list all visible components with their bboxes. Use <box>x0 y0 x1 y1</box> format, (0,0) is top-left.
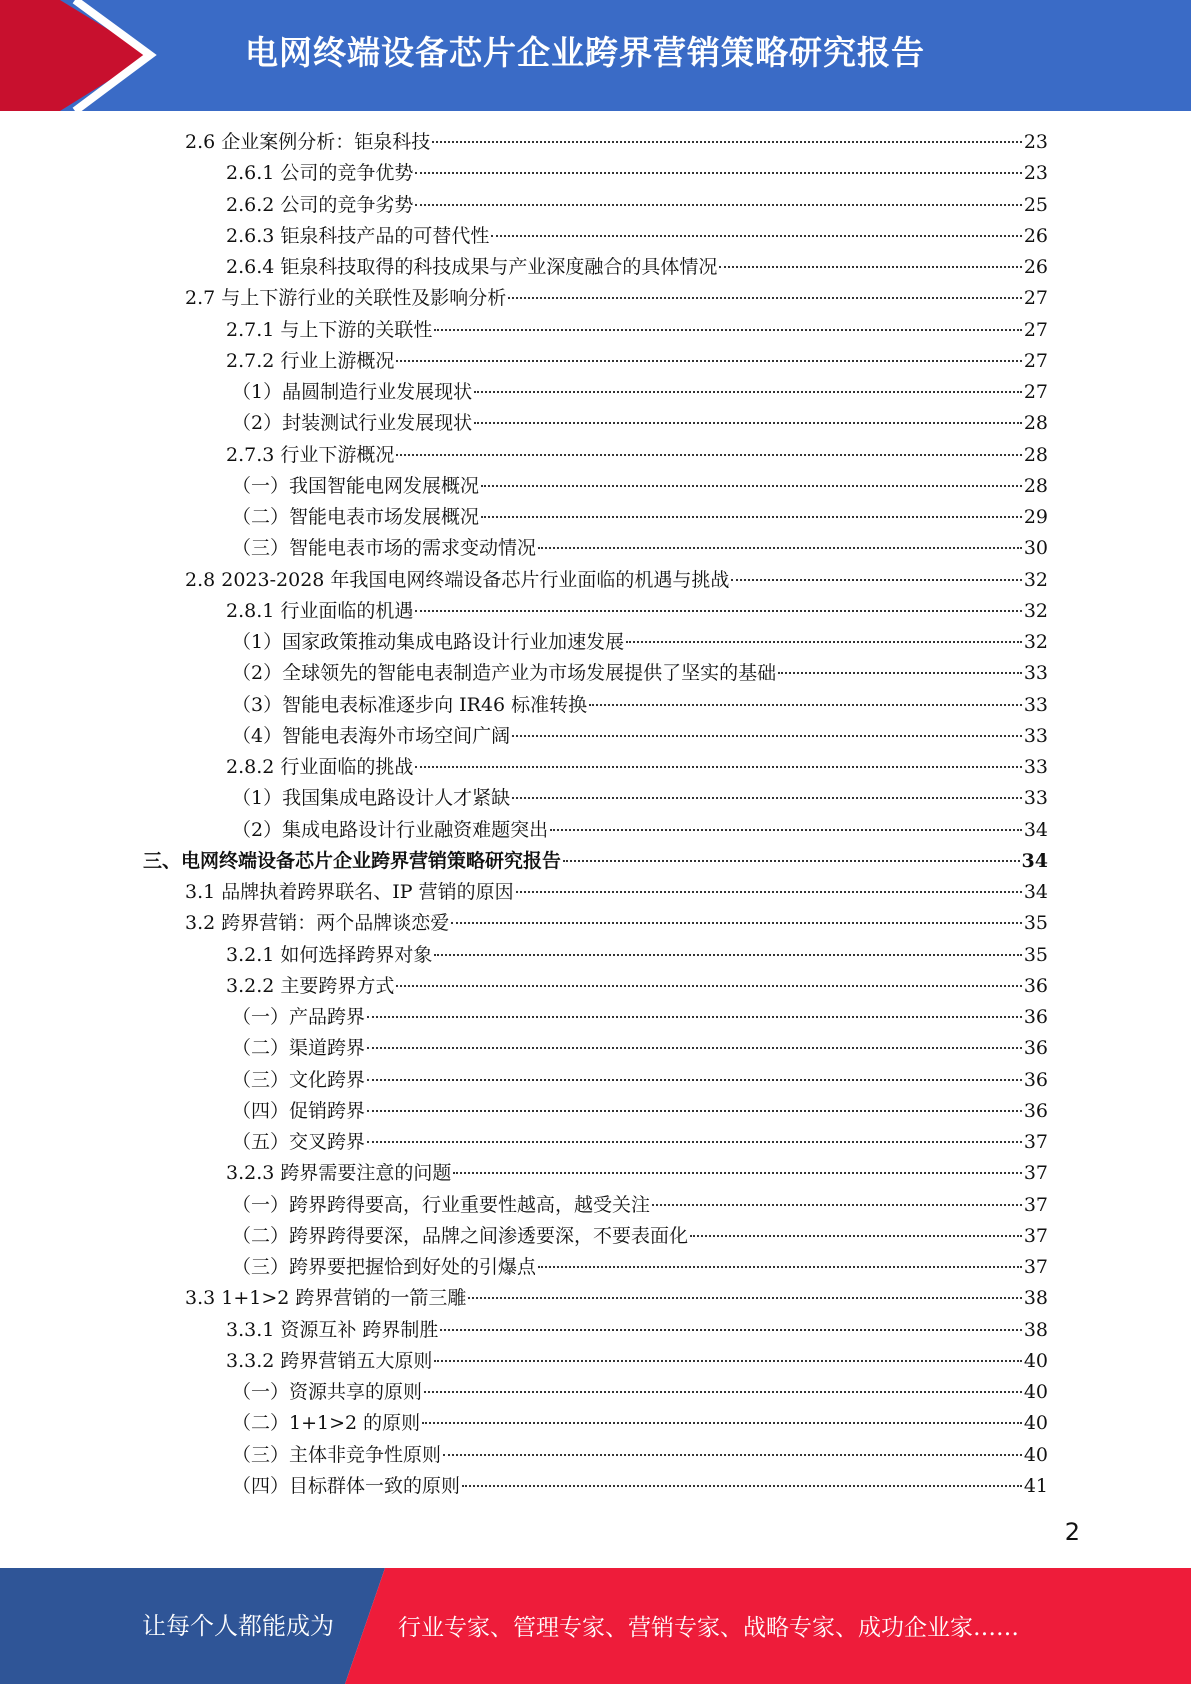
toc-entry-label: （三）文化跨界 <box>232 1069 366 1091</box>
toc-entry-label: 2.6.1 公司的竞争优势 <box>226 162 414 184</box>
toc-entry-label: 3.2.3 跨界需要注意的问题 <box>226 1162 452 1184</box>
toc-dot-leader <box>443 1454 1022 1456</box>
toc-entry[interactable] <box>232 408 1048 439</box>
toc-entry[interactable] <box>226 1315 1048 1346</box>
toc-entry-page: 37 <box>1023 1225 1048 1247</box>
toc-entry[interactable] <box>226 346 1048 377</box>
toc-entry[interactable] <box>226 971 1048 1002</box>
toc-dot-leader <box>719 266 1021 268</box>
toc-dot-leader <box>367 1079 1022 1081</box>
toc-entry[interactable] <box>226 158 1048 189</box>
toc-entry-label: （三）跨界要把握恰到好处的引爆点 <box>232 1256 537 1278</box>
toc-entry[interactable] <box>226 252 1048 283</box>
toc-entry[interactable] <box>232 1065 1048 1096</box>
toc-entry[interactable] <box>232 783 1048 814</box>
header-title: 电网终端设备芯片企业跨界营销策略研究报告 <box>245 33 925 72</box>
toc-dot-leader <box>690 1235 1022 1237</box>
toc-entry-page: 36 <box>1023 1037 1048 1059</box>
page-number: 2 <box>1064 1518 1080 1546</box>
toc-entry-page: 36 <box>1023 1069 1048 1091</box>
toc-entry-label: 2.7.2 行业上游概况 <box>226 350 395 372</box>
toc-dot-leader <box>731 579 1021 581</box>
toc-entry[interactable] <box>232 1252 1048 1283</box>
toc-dot-leader <box>367 1110 1022 1112</box>
toc-entry-label: （1）我国集成电路设计人才紧缺 <box>232 787 511 809</box>
toc-dot-leader <box>367 1016 1022 1018</box>
toc-entry-label: （2）全球领先的智能电表制造产业为市场发展提供了坚实的基础 <box>232 662 777 684</box>
toc-entry-page: 34 <box>1021 850 1048 872</box>
toc-entry-page: 33 <box>1023 662 1048 684</box>
toc-entry-page: 33 <box>1023 694 1048 716</box>
toc-dot-leader <box>432 141 1022 143</box>
toc-dot-leader <box>434 329 1021 331</box>
toc-dot-leader <box>516 891 1022 893</box>
toc-entry[interactable] <box>185 1283 1048 1314</box>
toc-dot-leader <box>415 172 1021 174</box>
toc-entry-label: （四）目标群体一致的原则 <box>232 1475 461 1497</box>
toc-entry-label: （一）跨界跨得要高，行业重要性越高，越受关注 <box>232 1194 651 1216</box>
page-header <box>0 0 1191 111</box>
toc-entry-page: 36 <box>1023 975 1048 997</box>
toc-entry-page: 34 <box>1023 819 1048 841</box>
toc-entry-page: 36 <box>1023 1100 1048 1122</box>
toc-entry-label: 2.6.2 公司的竞争劣势 <box>226 194 414 216</box>
toc-entry[interactable] <box>232 1440 1048 1471</box>
toc-entry-label: 2.6 企业案例分析：钜泉科技 <box>185 131 431 153</box>
toc-dot-leader <box>626 641 1022 643</box>
toc-entry-page: 28 <box>1023 444 1048 466</box>
toc-entry-page: 41 <box>1023 1475 1048 1497</box>
toc-entry-page: 27 <box>1023 319 1048 341</box>
toc-entry[interactable] <box>232 1002 1048 1033</box>
toc-entry-label: （一）我国智能电网发展概况 <box>232 475 480 497</box>
toc-entry[interactable] <box>232 658 1048 689</box>
toc-entry-page: 25 <box>1023 194 1048 216</box>
toc-entry-page: 35 <box>1023 944 1048 966</box>
toc-entry-label: 2.7.3 行业下游概况 <box>226 444 395 466</box>
toc-entry-label: 3.3 1+1>2 跨界营销的一箭三雕 <box>185 1287 467 1309</box>
toc-dot-leader <box>367 1141 1022 1143</box>
toc-entry-label: 2.8 2023-2028 年我国电网终端设备芯片行业面临的机遇与挑战 <box>185 569 730 591</box>
toc-entry-label: （二）1+1>2 的原则 <box>232 1412 421 1434</box>
toc-entry[interactable] <box>226 440 1048 471</box>
toc-entry[interactable] <box>185 283 1048 314</box>
toc-entry-page: 27 <box>1023 287 1048 309</box>
toc-entry-label: （1）晶圆制造行业发展现状 <box>232 381 473 403</box>
toc-entry[interactable] <box>226 596 1048 627</box>
toc-entry-label: （二）渠道跨界 <box>232 1037 366 1059</box>
toc-entry-label: 2.6.3 钜泉科技产品的可替代性 <box>226 225 490 247</box>
toc-entry-page: 40 <box>1023 1444 1048 1466</box>
toc-dot-leader <box>415 766 1021 768</box>
footer-slogan-left: 让每个人都能成为 <box>142 1612 334 1640</box>
toc-entry-label: （二）跨界跨得要深，品牌之间渗透要深，不要表面化 <box>232 1225 689 1247</box>
toc-entry-label: 3.3.2 跨界营销五大原则 <box>226 1350 433 1372</box>
toc-entry-label: 3.2.2 主要跨界方式 <box>226 975 395 997</box>
toc-dot-leader <box>481 485 1022 487</box>
toc-entry-label: （五）交叉跨界 <box>232 1131 366 1153</box>
toc-entry[interactable] <box>226 1158 1048 1189</box>
toc-entry-label: （四）促销跨界 <box>232 1100 366 1122</box>
toc-entry-page: 33 <box>1023 725 1048 747</box>
toc-entry-label: （三）主体非竞争性原则 <box>232 1444 442 1466</box>
toc-entry-label: 3.2 跨界营销：两个品牌谈恋爱 <box>185 912 450 934</box>
toc-entry[interactable] <box>143 846 1048 877</box>
toc-entry-label: （2）封装测试行业发展现状 <box>232 412 473 434</box>
toc-entry-page: 40 <box>1023 1350 1048 1372</box>
toc-entry-page: 38 <box>1023 1319 1048 1341</box>
toc-entry-label: 2.8.2 行业面临的挑战 <box>226 756 414 778</box>
toc-entry[interactable] <box>232 377 1048 408</box>
toc-entry-label: （三）智能电表市场的需求变动情况 <box>232 537 537 559</box>
toc-dot-leader <box>434 1360 1021 1362</box>
toc-entry[interactable] <box>232 721 1048 752</box>
toc-dot-leader <box>468 1297 1021 1299</box>
toc-entry[interactable] <box>226 190 1048 221</box>
toc-entry-page: 32 <box>1023 631 1048 653</box>
toc-entry[interactable] <box>185 127 1048 158</box>
toc-entry-label: （2）集成电路设计行业融资难题突出 <box>232 819 549 841</box>
toc-entry-page: 27 <box>1023 381 1048 403</box>
toc-dot-leader <box>491 235 1021 237</box>
toc-entry-label: （二）智能电表市场发展概况 <box>232 506 480 528</box>
toc-entry-page: 38 <box>1023 1287 1048 1309</box>
toc-entry[interactable] <box>232 1471 1048 1502</box>
toc-dot-leader <box>508 297 1022 299</box>
toc-dot-leader <box>424 1391 1022 1393</box>
toc-entry[interactable] <box>232 627 1048 658</box>
toc-entry[interactable] <box>232 1377 1048 1408</box>
toc-entry[interactable] <box>185 565 1048 596</box>
toc-dot-leader <box>451 922 1022 924</box>
toc-entry[interactable] <box>232 1221 1048 1252</box>
toc-dot-leader <box>396 360 1021 362</box>
toc-entry-label: 2.8.1 行业面临的机遇 <box>226 600 414 622</box>
toc-entry[interactable] <box>232 690 1048 721</box>
toc-dot-leader <box>453 1172 1021 1174</box>
toc-entry-page: 28 <box>1023 475 1048 497</box>
toc-entry-page: 36 <box>1023 1006 1048 1028</box>
toc-dot-leader <box>481 516 1022 518</box>
toc-entry-page: 34 <box>1023 881 1048 903</box>
toc-entry-page: 30 <box>1023 537 1048 559</box>
toc-entry-label: 2.6.4 钜泉科技取得的科技成果与产业深度融合的具体情况 <box>226 256 718 278</box>
toc-dot-leader <box>474 422 1022 424</box>
toc-entry-label: 3.2.1 如何选择跨界对象 <box>226 944 433 966</box>
toc-entry[interactable] <box>232 815 1048 846</box>
toc-entry-label: 三、电网终端设备芯片企业跨界营销策略研究报告 <box>143 850 562 872</box>
toc-dot-leader <box>415 204 1021 206</box>
toc-entry-page: 32 <box>1023 600 1048 622</box>
toc-dot-leader <box>652 1204 1022 1206</box>
toc-entry-label: （4）智能电表海外市场空间广阔 <box>232 725 511 747</box>
toc-entry[interactable] <box>232 1127 1048 1158</box>
toc-dot-leader <box>538 547 1022 549</box>
toc-dot-leader <box>474 391 1022 393</box>
toc-entry-label: 2.7.1 与上下游的关联性 <box>226 319 433 341</box>
toc-entry[interactable] <box>226 752 1048 783</box>
toc-entry-page: 33 <box>1023 787 1048 809</box>
page-footer <box>0 1568 1191 1684</box>
toc-entry-page: 40 <box>1023 1381 1048 1403</box>
toc-entry-page: 40 <box>1023 1412 1048 1434</box>
toc-entry[interactable] <box>226 221 1048 252</box>
toc-entry[interactable] <box>232 502 1048 533</box>
toc-dot-leader <box>462 1485 1022 1487</box>
footer-slogan-right: 行业专家、管理专家、营销专家、战略专家、成功企业家…… <box>398 1615 1019 1641</box>
toc-entry-page: 33 <box>1023 756 1048 778</box>
toc-dot-leader <box>589 704 1022 706</box>
toc-entry[interactable] <box>232 471 1048 502</box>
toc-entry[interactable] <box>226 940 1048 971</box>
toc-dot-leader <box>367 1047 1022 1049</box>
toc-entry-label: 3.3.1 资源互补 跨界制胜 <box>226 1319 439 1341</box>
toc-entry-page: 23 <box>1023 131 1048 153</box>
toc-entry-page: 29 <box>1023 506 1048 528</box>
toc-entry-page: 37 <box>1023 1256 1048 1278</box>
toc-dot-leader <box>396 985 1021 987</box>
toc-entry[interactable] <box>226 315 1048 346</box>
toc-dot-leader <box>512 735 1022 737</box>
toc-dot-leader <box>422 1422 1022 1424</box>
toc-dot-leader <box>434 954 1021 956</box>
toc-entry-page: 28 <box>1023 412 1048 434</box>
toc-entry-page: 32 <box>1023 569 1048 591</box>
toc-entry-page: 26 <box>1023 225 1048 247</box>
toc-entry-label: （1）国家政策推动集成电路设计行业加速发展 <box>232 631 625 653</box>
toc-entry-page: 37 <box>1023 1131 1048 1153</box>
toc-dot-leader <box>415 610 1021 612</box>
toc-entry-page: 23 <box>1023 162 1048 184</box>
toc-entry-label: 2.7 与上下游行业的关联性及影响分析 <box>185 287 507 309</box>
toc-entry-label: （一）产品跨界 <box>232 1006 366 1028</box>
header-red-arrow <box>0 0 150 111</box>
toc-dot-leader <box>563 860 1020 862</box>
toc-entry-page: 37 <box>1023 1194 1048 1216</box>
toc-dot-leader <box>778 672 1022 674</box>
toc-entry-page: 37 <box>1023 1162 1048 1184</box>
toc-entry-page: 35 <box>1023 912 1048 934</box>
toc-entry[interactable] <box>232 1096 1048 1127</box>
toc-entry[interactable] <box>226 1346 1048 1377</box>
toc-entry-page: 26 <box>1023 256 1048 278</box>
toc-dot-leader <box>396 454 1021 456</box>
toc-dot-leader <box>440 1329 1021 1331</box>
toc-entry-label: （3）智能电表标准逐步向 IR46 标准转换 <box>232 694 588 716</box>
toc-entry[interactable] <box>232 1408 1048 1439</box>
toc-entry[interactable] <box>185 908 1048 939</box>
toc-entry-label: （一）资源共享的原则 <box>232 1381 423 1403</box>
toc-entry[interactable] <box>232 1190 1048 1221</box>
toc-entry-page: 27 <box>1023 350 1048 372</box>
toc-dot-leader <box>538 1266 1022 1268</box>
toc-entry-label: 3.1 品牌执着跨界联名、IP 营销的原因 <box>185 881 514 903</box>
toc-entry[interactable] <box>232 1033 1048 1064</box>
toc-entry[interactable] <box>232 533 1048 564</box>
toc-entry[interactable] <box>185 877 1048 908</box>
toc-dot-leader <box>512 797 1022 799</box>
toc-dot-leader <box>550 829 1022 831</box>
